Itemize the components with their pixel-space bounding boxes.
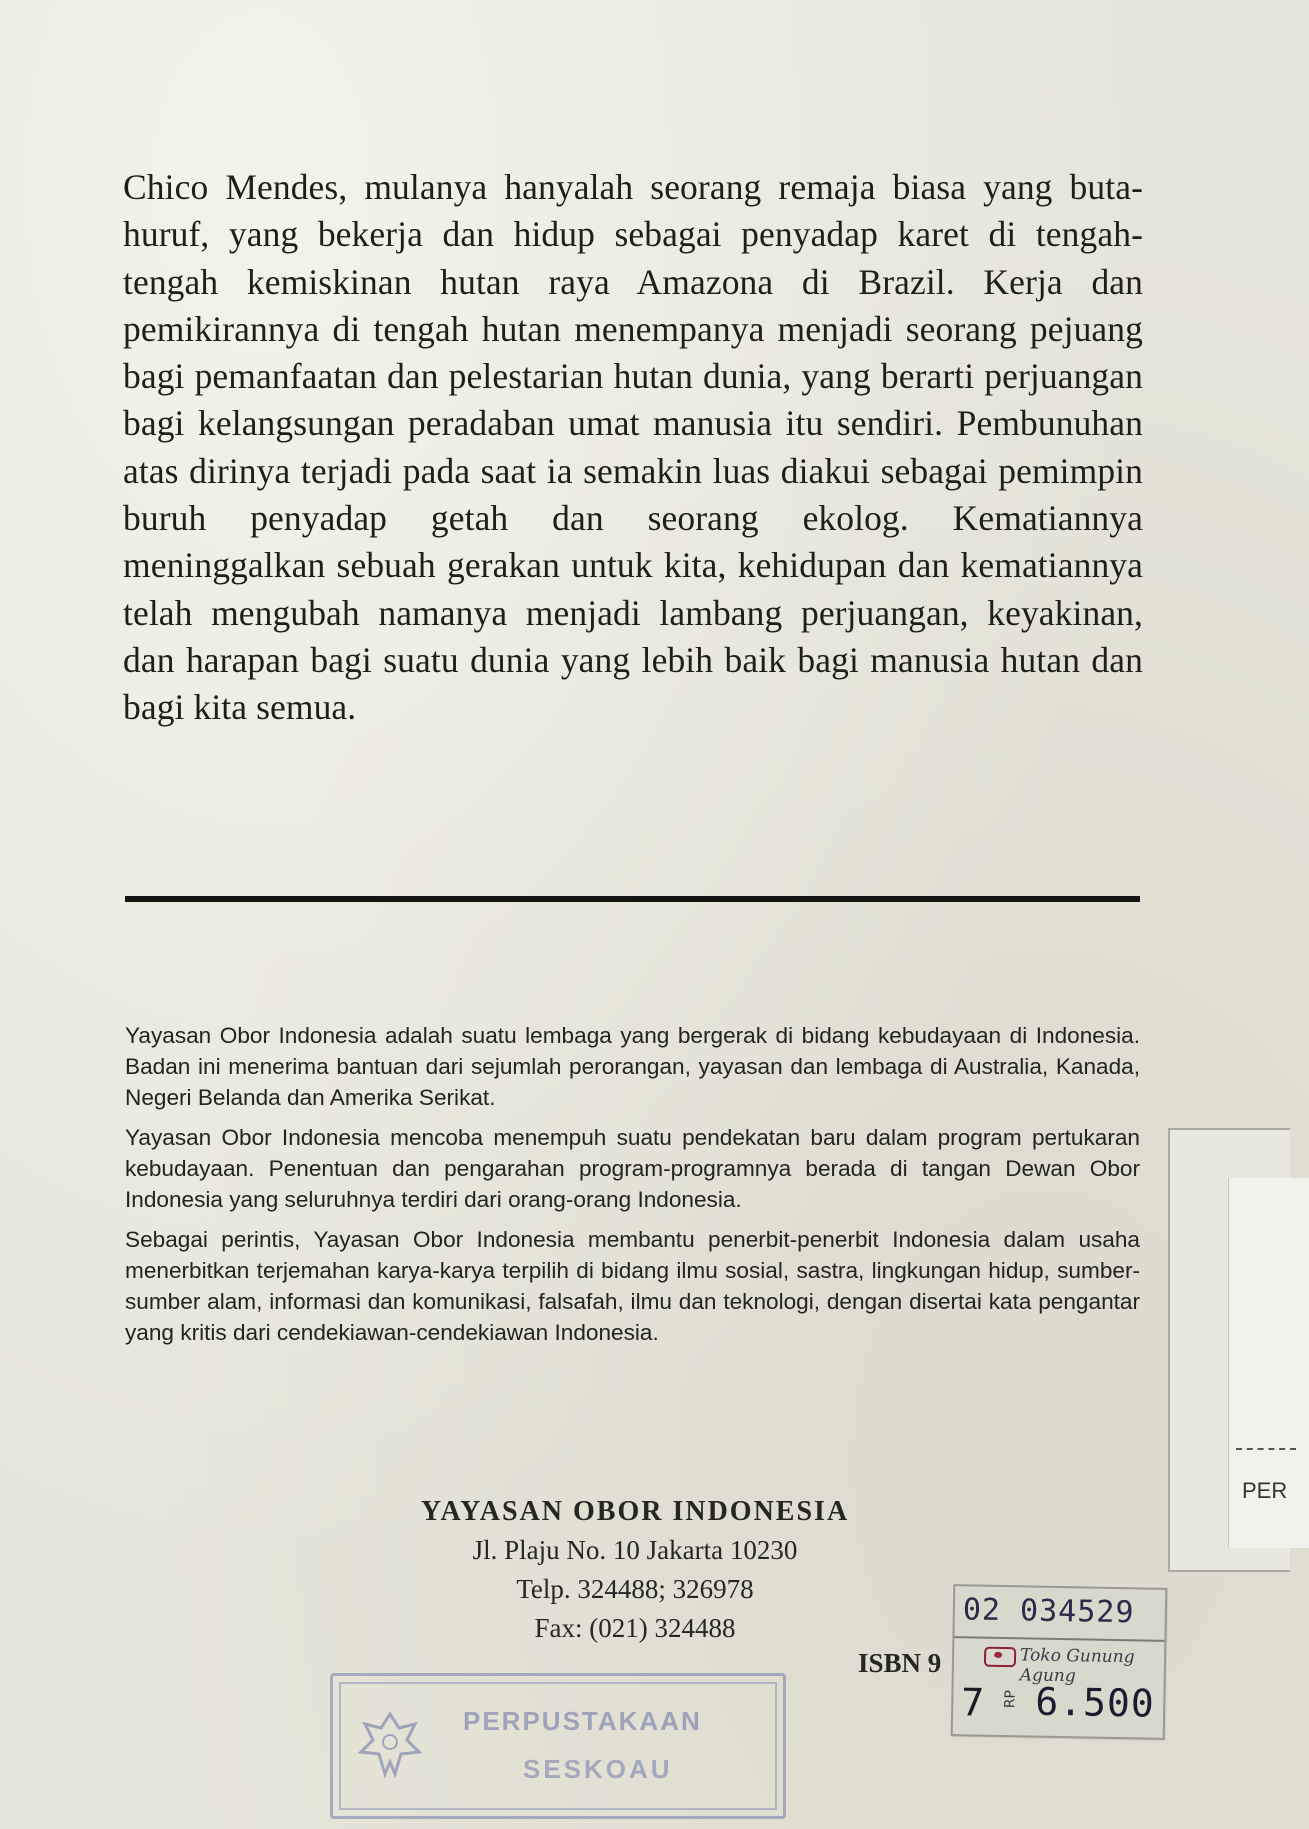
- library-card-pocket: [1168, 1128, 1290, 1572]
- eagle-emblem-icon: [355, 1706, 425, 1786]
- sticker-code: 02 034529: [962, 1592, 1135, 1631]
- publisher-fax: Fax: (021) 324488: [534, 1613, 736, 1643]
- publisher-phone: Telp. 324488; 326978: [516, 1574, 754, 1604]
- price-sticker: [951, 1584, 1168, 1740]
- sticker-store: Toko Gunung Agung: [1019, 1645, 1135, 1687]
- sticker-price: 6.500: [1034, 1679, 1156, 1726]
- back-cover-blurb: Chico Mendes, mulanya hanyalah seorang remaja biasa yang buta-huruf, yang bekerja dan hidup sebagai penyadap karet di tengah-tengah kemiskinan hutan raya Amazona di Brazil. Kerja dan pemikirannya di tengah hutan menempanya menjadi seorang pejuang bagi pemanfaatan dan pelestarian hutan dunia, yang berarti perjuangan bagi kelangsungan peradaban umat manusia itu sendiri. Pembunuhan atas dirinya terjadi pada saat ia semakin luas diakui sebagai pemimpin buruh penyadap getah dan seorang ekolog. Kematiannya meninggalkan sebuah gerakan untuk kita, kehidupan dan kematiannya telah mengubah namanya menjadi lambang perjuangan, keyakinan, dan harapan bagi suatu dunia yang lebih baik bagi manusia hutan dan bagi kita semua.: [123, 167, 1143, 728]
- about-paragraph-3: Sebagai perintis, Yayasan Obor Indonesia membantu penerbit-penerbit Indonesia dalam usaha menerbitkan terjemahan karya-karya terpilih di bidang ilmu sosial, sastra, lingkungan hidup, sumber-sumber alam, informasi dan komunikasi, falsafah, ilmu dan teknologi, dengan disertai kata pengantar yang kritis dari cendekiawan-cendekiawan Indonesia.: [125, 1227, 1140, 1345]
- about-paragraph-2: Yayasan Obor Indonesia mencoba menempuh suatu pendekatan baru dalam program pertukaran kebudayaan. Penentuan dan pengarahan program-programnya berada di tangan Dewan Obor Indonesia yang seluruhnya terdiri dari orang-orang Indonesia.: [125, 1125, 1140, 1212]
- stamp-line-1: PERPUSTAKAAN: [463, 1706, 702, 1736]
- publisher-contact: [320, 1492, 950, 1648]
- store-logo-icon: [984, 1647, 1016, 1668]
- sticker-digit: 7: [960, 1680, 985, 1725]
- isbn-label: ISBN 9: [858, 1648, 942, 1678]
- stamp-line-2: SESKOAU: [523, 1754, 673, 1784]
- publisher-description: [125, 1020, 1140, 1357]
- horizontal-rule: [125, 896, 1140, 902]
- pocket-label: PER: [1242, 1478, 1288, 1503]
- publisher-name: YAYASAN OBOR INDONESIA: [420, 1496, 850, 1527]
- library-stamp: [330, 1673, 786, 1819]
- sticker-currency: RP: [1002, 1689, 1019, 1709]
- about-paragraph-1: Yayasan Obor Indonesia adalah suatu lembaga yang bergerak di bidang kebudayaan di Indonesia. Badan ini menerima bantuan dari sejumlah perorangan, yayasan dan lembaga di Australia, Kanada, Negeri Belanda dan Amerika Serikat.: [125, 1023, 1140, 1110]
- publisher-address: Jl. Plaju No. 10 Jakarta 10230: [472, 1535, 798, 1565]
- sticker-divider: [954, 1636, 1164, 1642]
- pocket-dashes: [1236, 1448, 1296, 1450]
